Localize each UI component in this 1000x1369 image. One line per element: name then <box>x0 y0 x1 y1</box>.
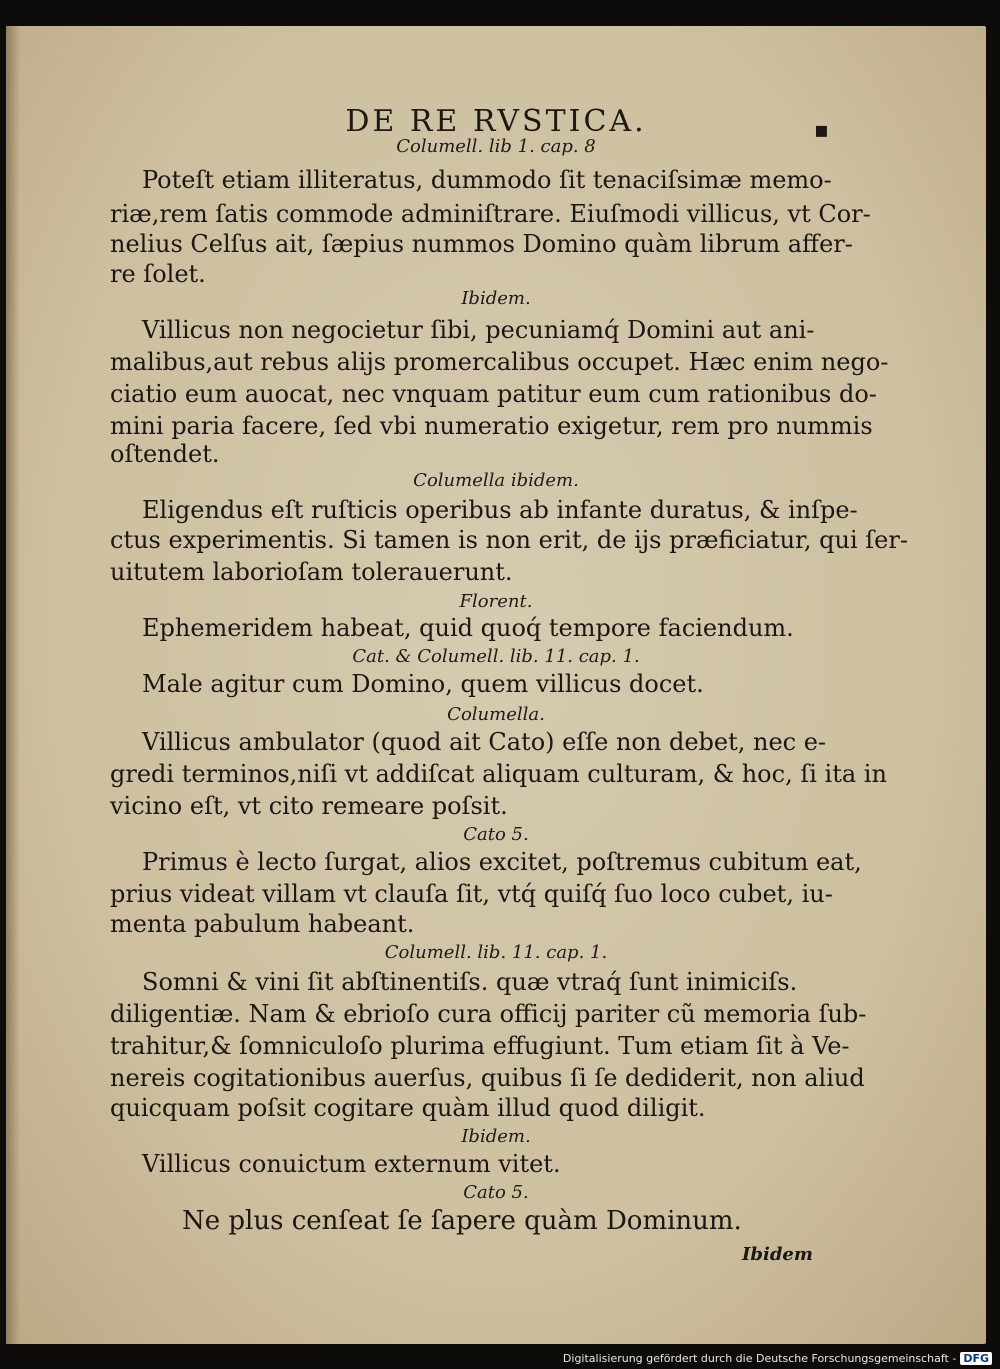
text-line: diligentiæ. Nam & ebrioſo cura officij pariter cũ memoria ſub- <box>110 1000 867 1028</box>
text-line: Somni & vini ſit abſtinentiſs. quæ vtraq́ ſunt inimiciſs. <box>142 968 798 996</box>
text-line: riæ,rem ſatis commode adminiſtrare. Eiuſmodi villicus, vt Cor- <box>110 200 871 228</box>
text-line: prius videat villam vt clauſa ſit, vtq́ quiſq́ ſuo loco cubet, iu- <box>110 880 833 908</box>
catchword: Ibidem <box>742 1244 813 1265</box>
text-line: ctus experimentis. Si tamen is non erit, de ijs præficiatur, qui ſer- <box>110 526 908 554</box>
text-line: quicquam poſsit cogitare quàm illud quod diligit. <box>110 1094 706 1122</box>
text-line: Primus è lecto ſurgat, alios excitet, poſtremus cubitum eat, <box>142 848 862 876</box>
source-heading: Ibidem. <box>461 288 531 309</box>
source-heading: Cat. & Columell. lib. 11. cap. 1. <box>352 646 640 667</box>
book-page <box>6 26 986 1344</box>
source-heading: Cato 5. <box>463 1182 529 1203</box>
text-line: malibus,aut rebus alijs promercalibus occupet. Hæc enim nego- <box>110 348 889 376</box>
text-line: nelius Celſus ait, ſæpius nummos Domino quàm librum affer- <box>110 230 853 258</box>
text-line: trahitur,& ſomniculoſo plurima effugiunt. Tum etiam ſit à Ve- <box>110 1032 850 1060</box>
text-line: nereis cogitationibus auerſus, quibus ſi ſe dediderit, non aliud <box>110 1064 865 1092</box>
source-heading: Columella. <box>447 704 545 725</box>
text-line: mini paria facere, ſed vbi numeratio exigetur, rem pro nummis <box>110 412 873 440</box>
text-line: Villicus ambulator (quod ait Cato) eſſe non debet, nec e- <box>142 728 827 756</box>
text-line: Villicus non negocietur ſibi, pecuniamq́ Domini aut ani- <box>142 316 815 344</box>
text-line: gredi terminos,niſi vt addiſcat aliquam culturam, & hoc, ſi ita in <box>110 760 887 788</box>
digitization-footer <box>563 1352 992 1365</box>
text-line: vicino eſt, vt cito remeare poſsit. <box>110 792 508 820</box>
text-line: menta pabulum habeant. <box>110 910 415 938</box>
source-heading: Columella ibidem. <box>413 470 579 491</box>
text-line: ciatio eum auocat, nec vnquam patitur eum cum rationibus do- <box>110 380 877 408</box>
running-head: DE RE RVSTICA. <box>345 104 647 139</box>
footer-text: Digitalisierung gefördert durch die Deutsche Forschungsgemeinschaft - <box>562 1352 957 1365</box>
text-line: Ephemeridem habeat, quid quoq́ tempore faciendum. <box>142 614 794 642</box>
dfg-logo: DFG <box>960 1352 992 1365</box>
text-line: oſtendet. <box>110 440 220 468</box>
text-line: uitutem laborioſam tolerauerunt. <box>110 558 513 586</box>
source-heading: Cato 5. <box>463 824 529 845</box>
text-line: re ſolet. <box>110 260 206 288</box>
page-mark: ▪ <box>814 118 829 143</box>
text-line: Male agitur cum Domino, quem villicus docet. <box>142 670 704 698</box>
text-line: Poteſt etiam illiteratus, dummodo ſit tenaciſsimæ memo- <box>142 166 832 194</box>
source-heading: Ibidem. <box>461 1126 531 1147</box>
text-line: Ne plus cenſeat ſe ſapere quàm Dominum. <box>182 1206 742 1236</box>
text-line: Eligendus eſt ruſticis operibus ab infante duratus, & inſpe- <box>142 496 858 524</box>
source-heading: Florent. <box>459 591 533 612</box>
source-heading: Columell. lib. 11. cap. 1. <box>384 942 608 963</box>
source-heading: Columell. lib 1. cap. 8 <box>396 136 596 157</box>
text-line: Villicus conuictum externum vitet. <box>142 1150 561 1178</box>
